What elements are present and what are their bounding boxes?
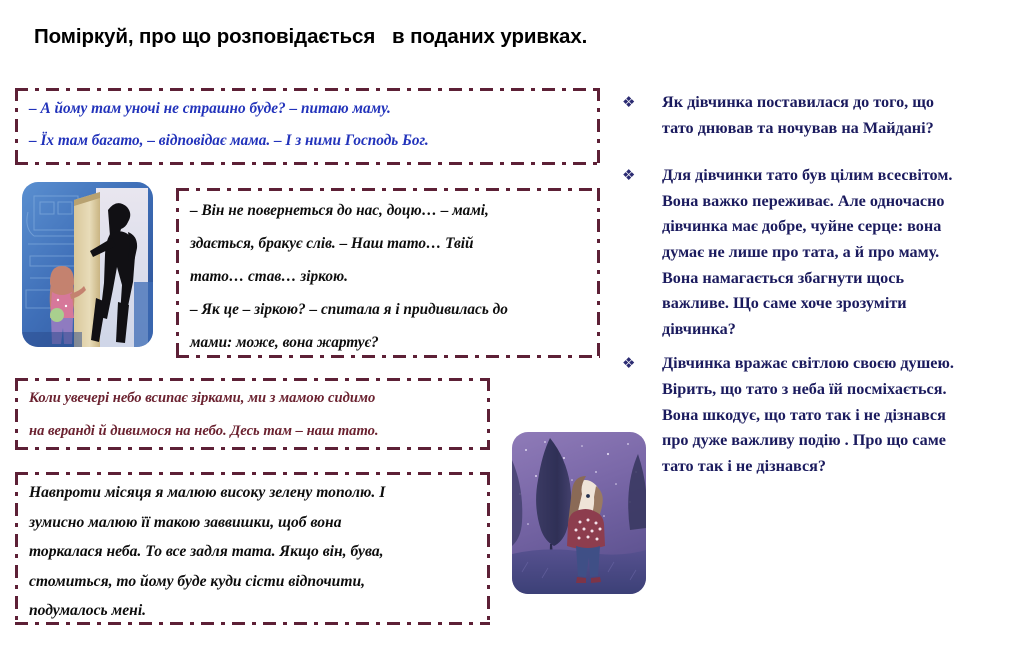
question-line: Вірить, що тато з неба їй посміхається. (662, 379, 947, 398)
question-line: Дівчинка вражає світлою своєю душею. (662, 354, 954, 373)
question-text (662, 90, 1012, 141)
quote-box-3-text (29, 382, 478, 448)
list-item (620, 163, 1012, 342)
girl-at-door-illustration (22, 182, 153, 347)
list-item (620, 351, 1012, 479)
quote-line: здається, бракує слів. – Наш тато… Твій (190, 235, 474, 252)
quote-line: подумалось мені. (29, 602, 147, 619)
quote-line: – Їх там багато, – відповідає мама. – І з ними Господь Бог. (29, 132, 429, 149)
question-text (662, 163, 1012, 342)
question-line: важливе. Що саме хоче зрозуміти (662, 294, 907, 313)
question-line: Вона важко переживає. Але одночасно (662, 191, 945, 210)
question-line: дівчинка? (662, 319, 736, 338)
quote-line: зумисно малюю її такою заввишки, щоб вона (29, 513, 342, 531)
quote-line: тато… став… зіркою. (190, 268, 348, 285)
page-title: Поміркуй, про що розповідається в поданих уривках. (34, 25, 588, 48)
question-line: про дуже важливу подію . Про що саме (662, 431, 946, 450)
questions-list (620, 90, 1012, 479)
question-text (662, 351, 1012, 479)
quote-line: Коли увечері небо всипає зірками, ми з мамою сидимо (29, 390, 376, 406)
quote-line: – А йому там уночі не страшно буде? – питаю маму. (29, 100, 391, 117)
quote-line: стомиться, то йому буде куди сісти відпочити, (29, 572, 366, 590)
question-line: Вона намагається збагнути щось (662, 268, 905, 287)
question-line: Вона шкодує, що тато так і не дізнався (662, 405, 946, 424)
quote-box-poplar (15, 472, 490, 625)
quote-box-2-text (190, 194, 588, 359)
question-line: дівчинка має добре, чуйне серце: вона (662, 217, 942, 236)
question-line: думає не лише про тата, а й про маму. (662, 242, 940, 261)
quote-box-dialogue-night (15, 88, 600, 165)
list-item (620, 90, 1012, 141)
diamond-bullet-icon: ❖ (622, 354, 636, 373)
question-line: тато так і не дізнався? (662, 456, 827, 475)
quote-box-4-text (29, 478, 478, 626)
question-line: Для дівчинки тато був цілим всесвітом. (662, 166, 953, 185)
diamond-bullet-icon: ❖ (622, 93, 636, 111)
quote-line: Навпроти місяця я малюю високу зелену тополю. І (29, 484, 386, 501)
question-line: Як дівчинка поставилася до того, що (662, 93, 935, 111)
question-line: тато днював та ночував на Майдані? (662, 118, 934, 137)
quote-line: мами: може, вона жартує? (190, 334, 379, 351)
quote-line: на веранді й дивимося на небо. Десь там – наш тато. (29, 423, 379, 439)
quote-line: – Він не повернеться до нас, доцю… – мамі, (190, 202, 489, 219)
quote-box-1-text (29, 93, 588, 157)
quote-box-veranda (15, 378, 490, 450)
diamond-bullet-icon: ❖ (622, 166, 636, 185)
quote-line: торкалася неба. То все задля тата. Якщо він, бува, (29, 543, 384, 560)
quote-box-star-dialogue (176, 188, 600, 358)
quote-line: – Як це – зіркою? – спитала я і придивилась до (190, 301, 508, 318)
